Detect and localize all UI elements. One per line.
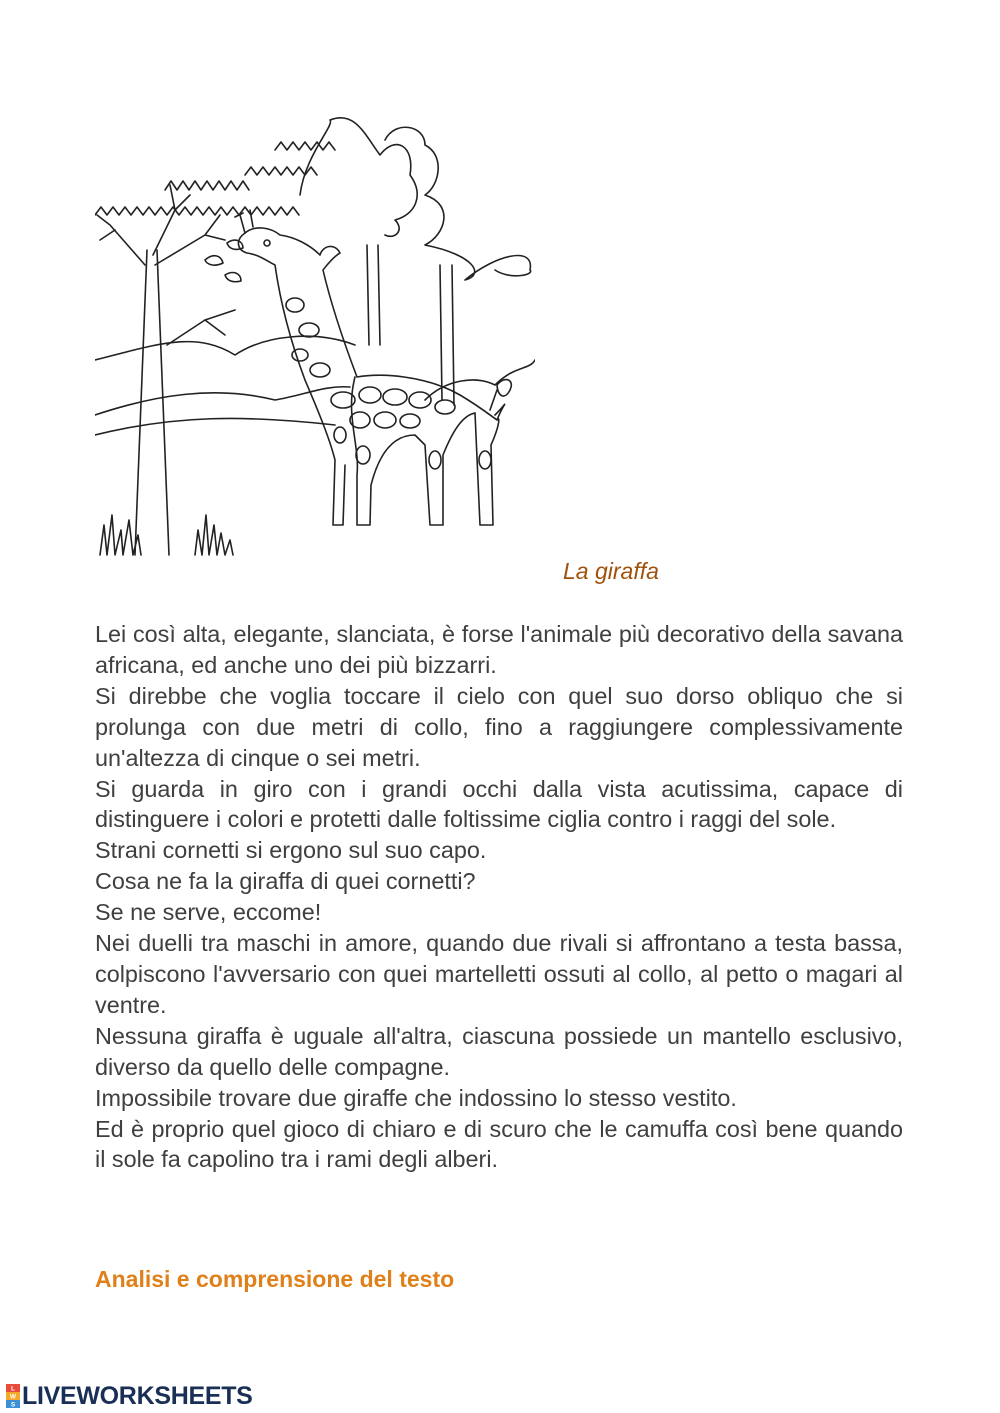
story-paragraph: Nei duelli tra maschi in amore, quando due rivali si affrontano a testa bassa, colpiscono l'avversario con quei martelletti ossuti al collo, al petto o magari al ventre. bbox=[95, 930, 903, 1018]
story-text bbox=[95, 619, 903, 1175]
story-paragraph: Se ne serve, eccome! bbox=[95, 899, 322, 926]
grass bbox=[100, 515, 233, 555]
liveworksheets-brand[interactable] bbox=[6, 1382, 253, 1410]
brand-name: LIVEWORKSHEETS bbox=[22, 1381, 253, 1410]
story-paragraph: Lei così alta, elegante, slanciata, è forse l'animale più decorativo della savana africana, ed anche uno dei più bizzarri. bbox=[95, 621, 903, 678]
liveworksheets-logo-icon bbox=[6, 1384, 20, 1408]
giraffe bbox=[205, 210, 511, 525]
story-paragraph: Nessuna giraffa è uguale all'altra, ciascuna possiede un mantello esclusivo, diverso da quello delle compagne. bbox=[95, 1022, 903, 1080]
story-paragraph: Impossibile trovare due giraffe che indossino lo stesso vestito. bbox=[95, 1084, 737, 1111]
trees-background bbox=[300, 118, 531, 405]
story-paragraph: Si guarda in giro con i grandi occhi dalla vista acutissima, capace di distinguere i colori e protetti dalle foltissime ciglia contro i raggi del sole. bbox=[95, 775, 903, 833]
logo-letter: W bbox=[9, 1393, 17, 1401]
logo-letter: L bbox=[11, 1385, 15, 1393]
section-heading: Analisi e comprensione del testo bbox=[95, 1266, 455, 1292]
giraffe-illustration bbox=[95, 115, 535, 565]
story-paragraph: Ed è proprio quel gioco di chiaro e di scuro che le camuffa così bene quando il sole fa capolino tra i rami degli alberi. bbox=[95, 1115, 903, 1173]
logo-letter: S bbox=[10, 1401, 16, 1408]
story-paragraph: Cosa ne fa la giraffa di quei cornetti? bbox=[95, 868, 476, 895]
story-title: La giraffa bbox=[563, 558, 659, 584]
story-paragraph: Strani cornetti si ergono sul suo capo. bbox=[95, 837, 487, 864]
story-paragraph: Si direbbe che voglia toccare il cielo con quel suo dorso obliquo che si prolunga con due metri di collo, fino a raggiungere complessivamente un'altezza di cinque o sei metri. bbox=[95, 682, 903, 771]
